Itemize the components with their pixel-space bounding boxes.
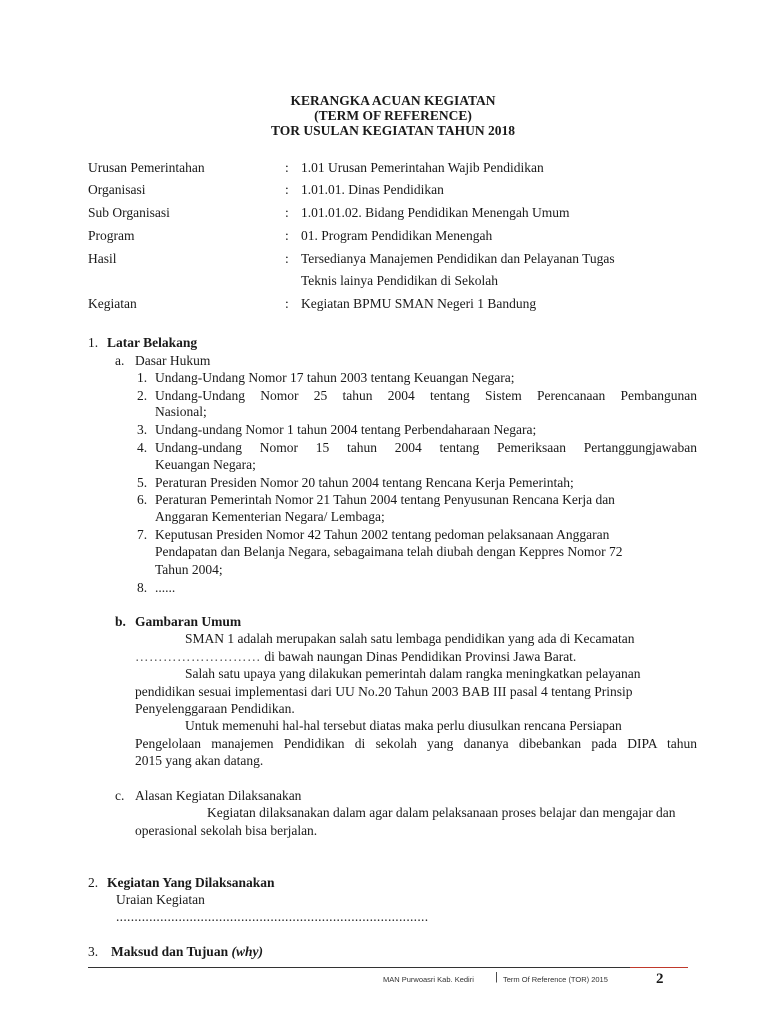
section-1b-title: Gambaran Umum	[135, 614, 242, 629]
value-sub-organisasi: 1.01.01.02. Bidang Pendidikan Menengah Umum	[301, 205, 570, 220]
list-item-continuation: Keuangan Negara;	[155, 457, 256, 472]
label-urusan: Urusan Pemerintahan	[88, 160, 205, 175]
footer-separator: |	[495, 971, 498, 983]
page-number: 2	[656, 971, 664, 987]
paragraph-text: di bawah naungan Dinas Pendidikan Provinsi Jawa Barat.	[261, 649, 577, 664]
colon: :	[285, 296, 289, 311]
section-3-why: (why)	[231, 944, 263, 959]
footer-doc: Term Of Reference (TOR) 2015	[503, 975, 608, 984]
colon: :	[285, 160, 289, 175]
section-1-number: 1.	[88, 335, 99, 350]
section-1a-title: Dasar Hukum	[135, 353, 211, 368]
list-item-continuation: Pendapatan dan Belanja Negara, sebagaimana telah diubah dengan Keppres Nomor 72	[155, 544, 623, 559]
list-item-number: 4.	[137, 440, 148, 455]
paragraph-line: Untuk memenuhi hal-hal tersebut diatas maka perlu diusulkan rencana Persiapan	[185, 718, 622, 733]
list-item: Peraturan Presiden Nomor 20 tahun 2004 tentang Rencana Kerja Pemerintah;	[155, 475, 574, 490]
section-3-number: 3.	[88, 944, 99, 959]
section-1-title: Latar Belakang	[107, 335, 198, 350]
paragraph-line: operasional sekolah bisa berjalan.	[135, 823, 318, 838]
section-1c-title: Alasan Kegiatan Dilaksanakan	[135, 788, 302, 803]
value-kegiatan: Kegiatan BPMU SMAN Negeri 1 Bandung	[301, 296, 537, 311]
list-item-number: 7.	[137, 527, 148, 542]
paragraph-line: Pengelolaan manajemen Pendidikan di sekolah yang dananya dibebankan pada DIPA tahun	[135, 736, 697, 751]
section-2-subtitle: Uraian Kegiatan	[116, 892, 205, 907]
list-item: Undang-undang Nomor 15 tahun 2004 tentang Pemeriksaan Pertanggungjawaban	[155, 440, 697, 455]
list-item-continuation: Tahun 2004;	[155, 562, 223, 577]
paragraph-line: Penyelenggaraan Pendidikan.	[135, 701, 295, 716]
doc-tor-title: TOR USULAN KEGIATAN TAHUN 2018	[270, 123, 516, 138]
list-item: Undang-Undang Nomor 17 tahun 2003 tentang Keuangan Negara;	[155, 370, 515, 385]
list-item: Peraturan Pemerintah Nomor 21 Tahun 2004 tentang Penyusunan Rencana Kerja dan	[155, 492, 615, 507]
paragraph-line: Salah satu upaya yang dilakukan pemerintah dalam rangka meningkatkan pelayanan	[185, 666, 641, 681]
blank-dots: ………………………	[135, 649, 261, 664]
section-1c-marker: c.	[115, 788, 125, 803]
list-item: Undang-undang Nomor 1 tahun 2004 tentang Perbendaharaan Negara;	[155, 422, 537, 437]
section-3-title-text: Maksud dan Tujuan	[111, 944, 229, 959]
footer-org: MAN Purwoasri Kab. Kediri	[383, 975, 474, 984]
footer-divider-accent	[630, 967, 688, 968]
section-1a-marker: a.	[115, 353, 125, 368]
list-item: Keputusan Presiden Nomor 42 Tahun 2002 tentang pedoman pelaksanaan Anggaran	[155, 527, 610, 542]
value-program: 01. Program Pendidikan Menengah	[301, 228, 493, 243]
list-item-number: 6.	[137, 492, 148, 507]
label-hasil: Hasil	[88, 251, 117, 266]
doc-subtitle: (TERM OF REFERENCE)	[314, 108, 472, 123]
paragraph-line: Kegiatan dilaksanakan dalam agar dalam pelaksanaan proses belajar dan mengajar dan	[207, 805, 676, 820]
paragraph-line: pendidikan sesuai implementasi dari UU No.20 Tahun 2003 BAB III pasal 4 tentang Prinsip	[135, 684, 633, 699]
paragraph-line: SMAN 1 adalah merupakan salah satu lembaga pendidikan yang ada di Kecamatan	[185, 631, 635, 646]
list-item: ......	[155, 580, 176, 595]
value-hasil-line1: Tersedianya Manajemen Pendidikan dan Pelayanan Tugas	[301, 251, 615, 266]
section-3-title	[111, 944, 263, 960]
list-item-continuation: Anggaran Kementerian Negara/ Lembaga;	[155, 509, 385, 524]
colon: :	[285, 182, 289, 197]
list-item-number: 5.	[137, 475, 148, 490]
section-2-title: Kegiatan Yang Dilaksanakan	[107, 875, 275, 890]
label-organisasi: Organisasi	[88, 182, 146, 197]
list-item-number: 1.	[137, 370, 148, 385]
label-sub-organisasi: Sub Organisasi	[88, 205, 170, 220]
list-item-number: 8.	[137, 580, 148, 595]
value-urusan: 1.01 Urusan Pemerintahan Wajib Pendidikan	[301, 160, 544, 175]
label-kegiatan: Kegiatan	[88, 296, 137, 311]
doc-title: KERANGKA ACUAN KEGIATAN	[290, 93, 496, 108]
paragraph-line	[135, 649, 576, 665]
value-organisasi: 1.01.01. Dinas Pendidikan	[301, 182, 444, 197]
label-program: Program	[88, 228, 135, 243]
colon: :	[285, 228, 289, 243]
list-item: Undang-Undang Nomor 25 tahun 2004 tentang Sistem Perencanaan Pembangunan	[155, 388, 697, 403]
blank-dots: .....................................................................................	[116, 909, 429, 924]
value-hasil-line2: Teknis lainya Pendidikan di Sekolah	[301, 273, 499, 288]
colon: :	[285, 251, 289, 266]
list-item-number: 3.	[137, 422, 148, 437]
footer-divider	[88, 967, 688, 968]
colon: :	[285, 205, 289, 220]
list-item-number: 2.	[137, 388, 148, 403]
section-1b-marker: b.	[115, 614, 126, 629]
section-2-number: 2.	[88, 875, 99, 890]
list-item-continuation: Nasional;	[155, 404, 207, 419]
paragraph-line: 2015 yang akan datang.	[135, 753, 264, 768]
